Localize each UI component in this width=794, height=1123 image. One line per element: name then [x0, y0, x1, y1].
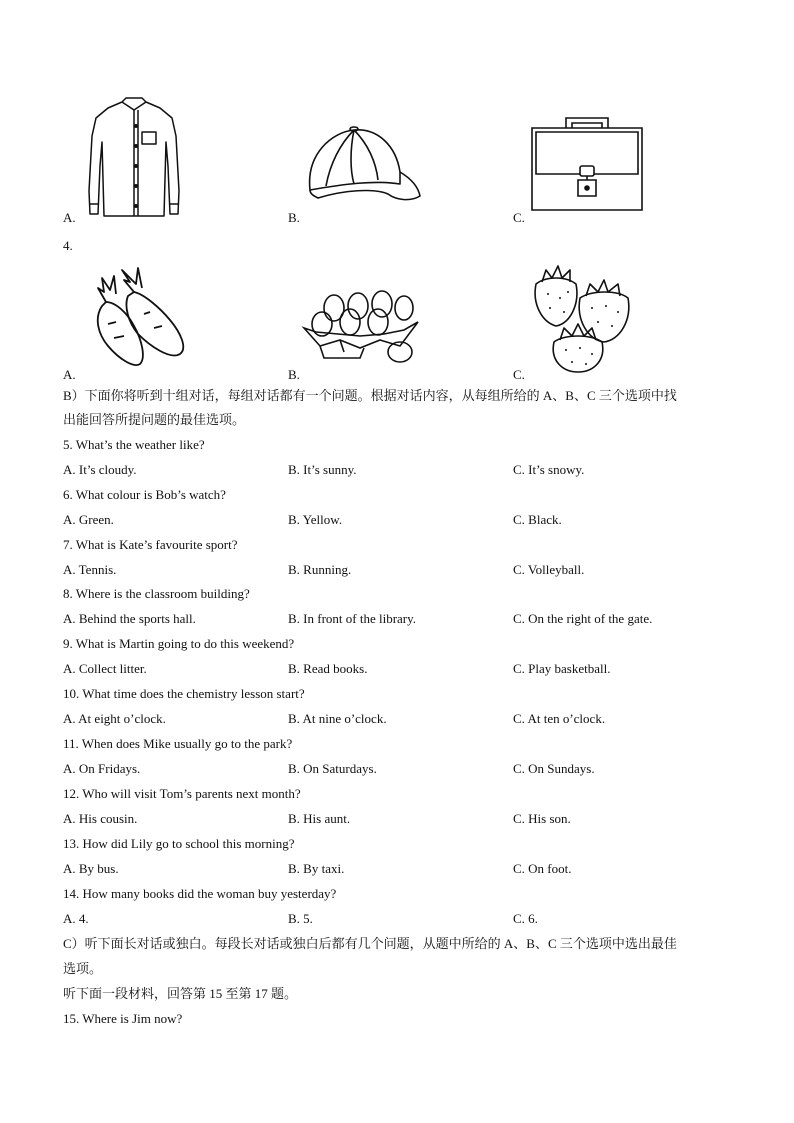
q11-option-a: A. On Fridays. — [63, 761, 141, 776]
q5-option-c: C. It’s snowy. — [513, 462, 585, 477]
section-b-instruction-line2: 出能回答所提问题的最佳选项。 — [63, 412, 246, 427]
q14-option-a: A. 4. — [63, 911, 89, 926]
q6-option-b: B. Yellow. — [288, 512, 343, 527]
question-7: 7. What is Kate’s favourite sport? — [63, 537, 238, 552]
q12-option-a: A. His cousin. — [63, 811, 138, 826]
q9-option-c: C. Play basketball. — [513, 661, 611, 676]
q5-option-b: B. It’s sunny. — [288, 462, 357, 477]
material-note: 听下面一段材料，回答第 15 至第 17 题。 — [63, 986, 298, 1001]
q11-option-b: B. On Saturdays. — [288, 761, 377, 776]
q8-option-b: B. In front of the library. — [288, 611, 417, 626]
question-10: 10. What time does the chemistry lesson start? — [63, 686, 305, 701]
question-8: 8. Where is the classroom building? — [63, 586, 250, 601]
q3-option-a: A. — [63, 210, 76, 225]
q10-option-b: B. At nine o’clock. — [288, 711, 387, 726]
strawberry-icon — [528, 264, 634, 374]
question-11: 11. When does Mike usually go to the park? — [63, 736, 293, 751]
bag-picture — [530, 114, 644, 212]
q8-option-c: C. On the right of the gate. — [513, 611, 653, 626]
question-15: 15. Where is Jim now? — [63, 1011, 183, 1026]
question-14: 14. How many books did the woman buy yesterday? — [63, 886, 337, 901]
q14-option-c: C. 6. — [513, 911, 538, 926]
question-6: 6. What colour is Bob’s watch? — [63, 487, 226, 502]
q4-option-b: B. — [288, 367, 300, 382]
q9-option-a: A. Collect litter. — [63, 661, 147, 676]
q4-option-a: A. — [63, 367, 76, 382]
q12-option-c: C. His son. — [513, 811, 571, 826]
q13-option-a: A. By bus. — [63, 861, 119, 876]
section-b-instruction-line1: B）下面你将听到十组对话，每组对话都有一个问题。根据对话内容，从每组所给的 A、B、C 三个选项中找 — [63, 388, 677, 403]
q14-option-b: B. 5. — [288, 911, 313, 926]
q4-number: 4. — [63, 238, 73, 253]
q13-option-b: B. By taxi. — [288, 861, 345, 876]
shirt-picture — [86, 96, 182, 220]
carrot-icon — [84, 266, 196, 368]
q7-option-a: A. Tennis. — [63, 562, 117, 577]
q4-option-c: C. — [513, 367, 525, 382]
q5-option-a: A. It’s cloudy. — [63, 462, 137, 477]
q11-option-c: C. On Sundays. — [513, 761, 595, 776]
q3-option-b: B. — [288, 210, 300, 225]
bag-icon — [530, 114, 644, 212]
q3-option-c: C. — [513, 210, 525, 225]
cap-picture — [304, 124, 422, 214]
q9-option-b: B. Read books. — [288, 661, 368, 676]
q10-option-c: C. At ten o’clock. — [513, 711, 606, 726]
q10-option-a: A. At eight o’clock. — [63, 711, 166, 726]
strawberries-picture — [528, 264, 634, 374]
carrots-picture — [84, 266, 196, 368]
q8-option-a: A. Behind the sports hall. — [63, 611, 196, 626]
q12-option-b: B. His aunt. — [288, 811, 351, 826]
eggs-icon — [300, 288, 422, 366]
question-9: 9. What is Martin going to do this weekend? — [63, 636, 295, 651]
q7-option-c: C. Volleyball. — [513, 562, 585, 577]
cap-icon — [304, 124, 422, 214]
question-13: 13. How did Lily go to school this morning? — [63, 836, 295, 851]
shirt-icon — [86, 96, 182, 220]
q6-option-c: C. Black. — [513, 512, 562, 527]
section-c-instruction-line2: 选项。 — [63, 961, 103, 976]
section-c-instruction-line1: C）听下面长对话或独白。每段长对话或独白后都有几个问题，从题中所给的 A、B、C 三个选项中选出最佳 — [63, 936, 677, 951]
q7-option-b: B. Running. — [288, 562, 352, 577]
question-12: 12. Who will visit Tom’s parents next month? — [63, 786, 301, 801]
question-5: 5. What’s the weather like? — [63, 437, 205, 452]
q6-option-a: A. Green. — [63, 512, 114, 527]
eggs-picture — [300, 288, 422, 366]
q13-option-c: C. On foot. — [513, 861, 572, 876]
